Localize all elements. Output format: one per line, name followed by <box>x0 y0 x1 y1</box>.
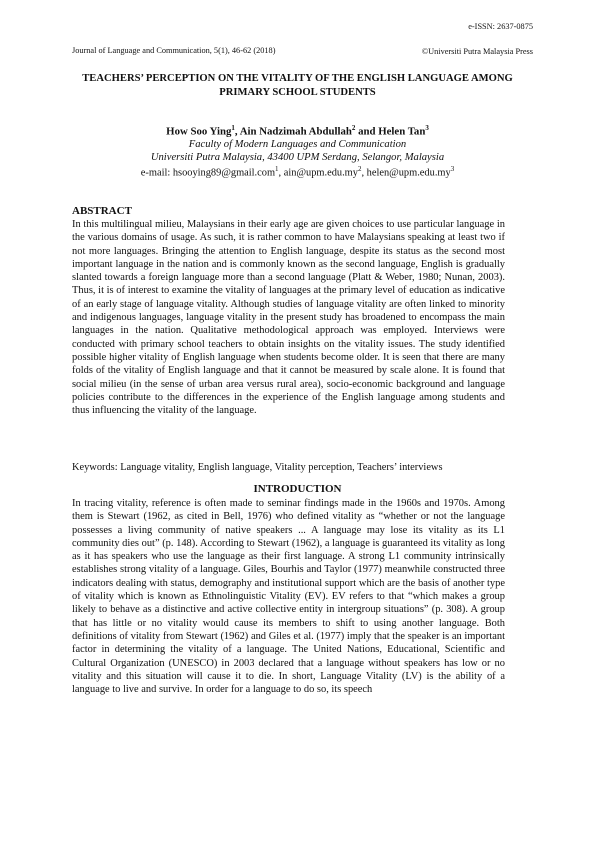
author-affiliation-mark: 2 <box>351 124 356 132</box>
abstract-heading: ABSTRACT <box>72 205 132 217</box>
author-separator: , <box>234 125 240 138</box>
journal-citation: Journal of Language and Communication, 5(1), 46-62 (2018) <box>72 46 276 55</box>
introduction-heading: INTRODUCTION <box>253 483 342 495</box>
author-affiliation-mark: 1 <box>231 124 235 132</box>
email-address[interactable]: hsooying89@gmail.com <box>172 167 276 179</box>
issn-line: e-ISSN: 2637-0875 <box>468 22 533 31</box>
introduction-text: In tracing vitality, reference is often made to seminar findings made in the 1960s and 1970s. Among them is Stewart (1962, as cited in Bell, 1976) who defined vitality as “whether or not the language possesses a living community of native speakers ... A language may lose its vitality as its L1 community dies out” (p. 148). According to Stewart (1962), a language is guaranteed its vitality as long as it has speakers who use the language as their first language. A strong L1 community intrinsically establishes strong vitality of a language. Giles, Bourhis and Taylor (1977) meanwhile constructed three indicators dealing with status, demography and institutional support which are the basis of another type of vitality which is known as Ethnolinguistic Vitality (EV). EV refers to that “which makes a group likely to behave as a distinctive and active collective entity in intergroup situations” (p. 308). A group that has little or no vitality would cause its members to shift to using another language. Both definitions of vitality from Stewart (1962) and Giles et al. (1977) imply that the speaker is an important factor in determining the vitality of a language. The United Nations, Educational, Scientific and Cultural Organization (UNESCO) in 2003 declared that a language without speakers has low or no vitality and this situation will cause it to die. In short, Language Vitality (LV) is the ability of a language to live and survive. In order for a language to do so, its speech <box>72 498 505 696</box>
email-mark: 3 <box>450 165 455 173</box>
author-list <box>60 124 535 138</box>
email-mark: 2 <box>357 165 362 173</box>
email-separator: , <box>278 167 284 179</box>
affiliation-university: Universiti Putra Malaysia, 43400 UPM Serdang, Selangor, Malaysia <box>150 152 445 163</box>
affiliation-faculty: Faculty of Modern Languages and Communication <box>188 139 407 150</box>
email-address[interactable]: helen@upm.edu.my <box>366 167 451 179</box>
abstract-text: In this multilingual milieu, Malaysians in their early age are given choices to use particular language in the various domains of usage. As such, it is rather common to have Malaysians speaking at least two if not more languages. Bringing the attention to English language, despite its status as the second most important language in the nation and is commonly known as the second language, English is gradually slanted towards a foreign language more than a second language (Platt & Weber, 1980; Nunan, 2003). Thus, it is of interest to examine the vitality of languages at the primary level of education as indicative of an early stage of language vitality. Although studies of language vitality are often linked to minority and indigenous languages, language vitality in the present study has broadened to encompass the main languages in the nation. Qualitative methodological approach was employed. Interviews were conducted with primary school teachers to obtain insights on the vitality issues. The study identified possible higher vitality of English language when students become older. It is seen that there are many folds of the vitality of English language and that it cannot be measured by scale alone. It is found that social milieu (in the sense of urban area versus rural area), socio-economic background and language policies contribute to the differences in the experience of the English language among students and thus influencing the vitality of the language. <box>72 219 505 417</box>
email-line <box>60 165 535 178</box>
email-mark: 1 <box>275 165 279 173</box>
author-name: Ain Nadzimah Abdullah <box>239 125 352 138</box>
author-affiliation-mark: 3 <box>425 124 429 132</box>
keywords-line: Keywords: Language vitality, English language, Vitality perception, Teachers’ interviews <box>72 462 443 473</box>
author-name: How Soo Ying <box>166 125 232 138</box>
email-separator: , <box>361 167 367 179</box>
author-separator: and <box>355 125 379 138</box>
email-prefix: e-mail: <box>140 167 173 179</box>
author-name: Helen Tan <box>378 125 426 138</box>
paper-title: TEACHERS’ PERCEPTION ON THE VITALITY OF THE ENGLISH LANGUAGE AMONG PRIMARY SCHOOL STUDENTS <box>82 73 513 98</box>
copyright-line: ©Universiti Putra Malaysia Press <box>421 47 533 56</box>
email-address[interactable]: ain@upm.edu.my <box>283 167 358 179</box>
